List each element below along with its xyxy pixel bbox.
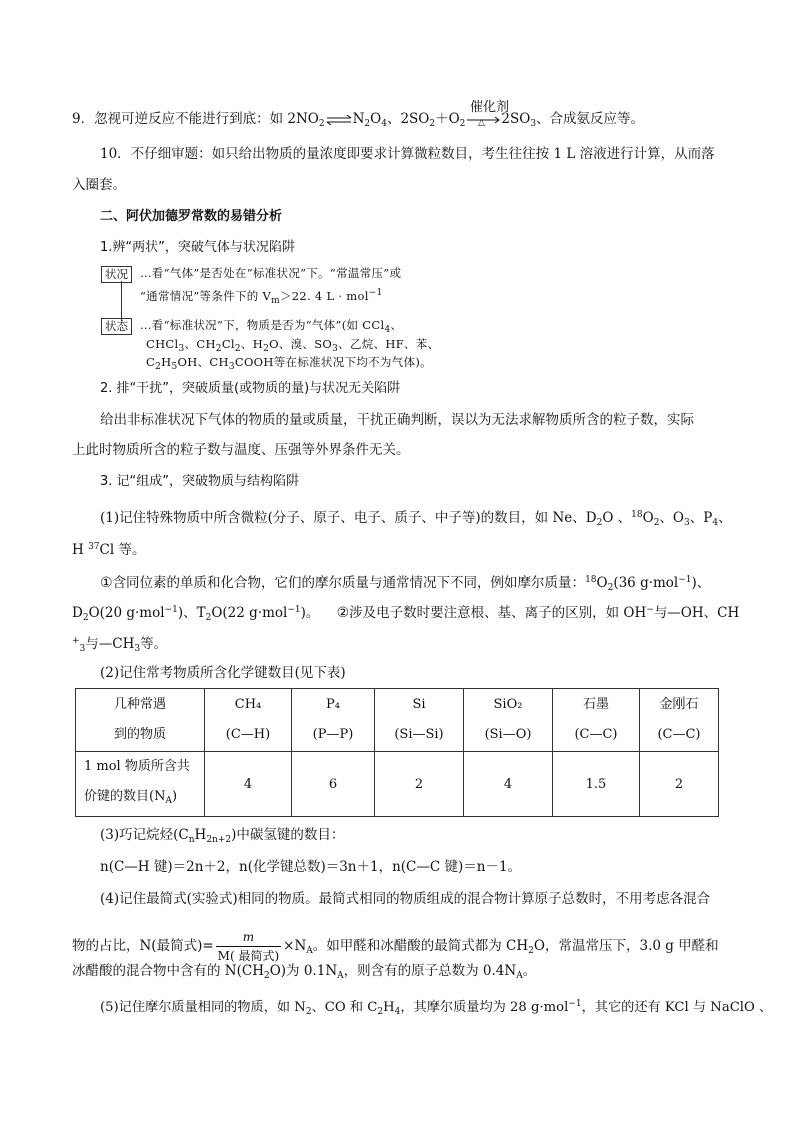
table-cell: 1.5 bbox=[553, 752, 640, 817]
condition-line-2: “通常情况”等条件下的 $V_m>22$. 4 L · mol$^{-1}$ bbox=[140, 288, 383, 306]
table-col-header: CH₄ (C—H) bbox=[205, 689, 292, 752]
table-cell: 6 bbox=[292, 752, 375, 817]
sub-1-title: 1.辨“两状”，突破气体与状况陷阱 bbox=[100, 240, 295, 255]
para-3-4-line-3: 冰醋酸的混合物中含有的 $N(CH_2O)$为 $0.1N_A$，则含有的原子总数为 $0.4N_A$。 bbox=[72, 963, 537, 981]
sub-2-para-1: 给出非标准状况下气体的物质的量或质量，干扰正确判断，误以为无法求解物质所含的粒子数，实际 bbox=[100, 412, 694, 428]
state-line-3: $C_2H_5OH$、$CH_3COOH$等在标准状况下均不为气体)。 bbox=[146, 355, 432, 372]
catalyst-label: 催化剂 bbox=[470, 100, 510, 115]
para-3-4-line-2: 物的占比，N(最简式)= $\frac{m}{\text{M( 最简式)}}$ $\times N_A$。如甲醛和冰醋酸的最简式都为 $CH_2O$，常温常压下，3.0 g 甲醛和 bbox=[72, 930, 719, 963]
table-row-label: 1 mol 物质所含共 价键的数目$(N_A)$ bbox=[76, 752, 205, 817]
table-head-label: 几种常遇 到的物质 bbox=[76, 689, 205, 752]
tag-state: 状态 bbox=[101, 318, 132, 335]
sub-3-title: 3. 记“组成”，突破物质与结构陷阱 bbox=[100, 474, 300, 489]
condition-line-1: …看“气体”是否处在“标准状况”下。“常温常压”或 bbox=[140, 266, 402, 280]
note-line-2: $D_2O(20$ g·mol$^{-1}$)、$T_2O(22$ g·mol$^{-1}$)。 ②涉及电子数时要注意根、基、离子的区别，如 OH−与—OH、CH bbox=[72, 605, 740, 623]
para-3-3-title: (3)巧记烷烃$(C_nH_{2n+2})$中碳氢键的数目： bbox=[100, 827, 345, 845]
item-10-line-2: 入圈套。 bbox=[72, 177, 126, 193]
reversible-arrow-icon bbox=[325, 115, 353, 125]
heat-symbol: △ bbox=[478, 118, 485, 128]
note-line-3: +$_3$与$—CH_3$等。 bbox=[72, 636, 168, 654]
section-2-title: 二、阿伏加德罗常数的易错分析 bbox=[100, 209, 283, 224]
item-10-line-1: 10．不仔细审题：如只给出物质的量浓度即要求计算微粒数目，考生往往按 1 L 溶液进行计算，从而落 bbox=[100, 146, 715, 162]
table-cell: 2 bbox=[375, 752, 464, 817]
table-row bbox=[76, 752, 719, 817]
sub-2-title: 2. 排“干扰”，突破质量(或物质的量)与状况无关陷阱 bbox=[100, 381, 401, 396]
table-cell: 4 bbox=[464, 752, 553, 817]
item-9: 9．忽视可逆反应不能进行到底：如 $2NO_2$ $N_2O_4$、$2SO_2+O_2$ $2SO_3$、合成氨反应等。 bbox=[72, 111, 645, 129]
table-col-header: 石墨 (C—C) bbox=[553, 689, 640, 752]
para-3-3-formula: n(C—H 键)＝2n＋2，n(化学键总数)＝3n＋1，n(C—C 键)＝n－1。 bbox=[100, 859, 522, 875]
table-col-header: SiO₂ (Si—O) bbox=[464, 689, 553, 752]
state-line-1: …看“标准状况”下，物质是否为“气体”(如 CCl$_4$、 bbox=[140, 318, 403, 335]
note-line-1: ①含同位素的单质和化合物，它们的摩尔质量与通常情况下不同，例如摩尔质量：$^{18}O_2(36$ g·mol$^{-1}$)、 bbox=[100, 575, 711, 593]
molar-fraction: $\frac{m}{\text{M( 最简式)}}$ bbox=[217, 930, 280, 963]
state-line-2: CHCl$_3$、$CH_2Cl_2$、$H_2O$、溴、$SO_3$、乙烷、HF、苯、 bbox=[146, 337, 440, 354]
table-cell: 2 bbox=[640, 752, 719, 817]
table-cell: 4 bbox=[205, 752, 292, 817]
table-col-header: 金刚石 (C—C) bbox=[640, 689, 719, 752]
table-col-header: P₄ (P—P) bbox=[292, 689, 375, 752]
para-3-5-line-1: (5)记住摩尔质量相同的物质，如 $N_2$、CO 和 $C_2H_4$，其摩尔质量均为 28 g·mol$^{-1}$，其它的还有 KCl 与 NaClO 、 bbox=[100, 999, 773, 1017]
sub-2-para-2: 上此时物质所含的粒子数与温度、压强等外界条件无关。 bbox=[72, 442, 410, 458]
table-header-row bbox=[76, 689, 719, 752]
para-3-1-line-1: (1)记住特殊物质中所含微粒(分子、原子、电子、质子、中子等)的数目，如 Ne、$D_2O$ 、$^{18}O_2$、$O_3$、$P_4$、 bbox=[100, 510, 732, 528]
bond-count-table bbox=[75, 688, 719, 817]
para-3-2-title: (2)记住常考物质所含化学键数目(见下表) bbox=[100, 665, 346, 681]
para-3-1-line-2: H $^{37}$Cl 等。 bbox=[72, 542, 146, 558]
para-3-4-line-1: (4)记住最简式(实验式)相同的物质。最简式相同的物质组成的混合物计算原子总数时，不用考虑各混合 bbox=[100, 891, 711, 907]
table-col-header: Si (Si—Si) bbox=[375, 689, 464, 752]
tag-condition: 状况 bbox=[101, 266, 132, 283]
